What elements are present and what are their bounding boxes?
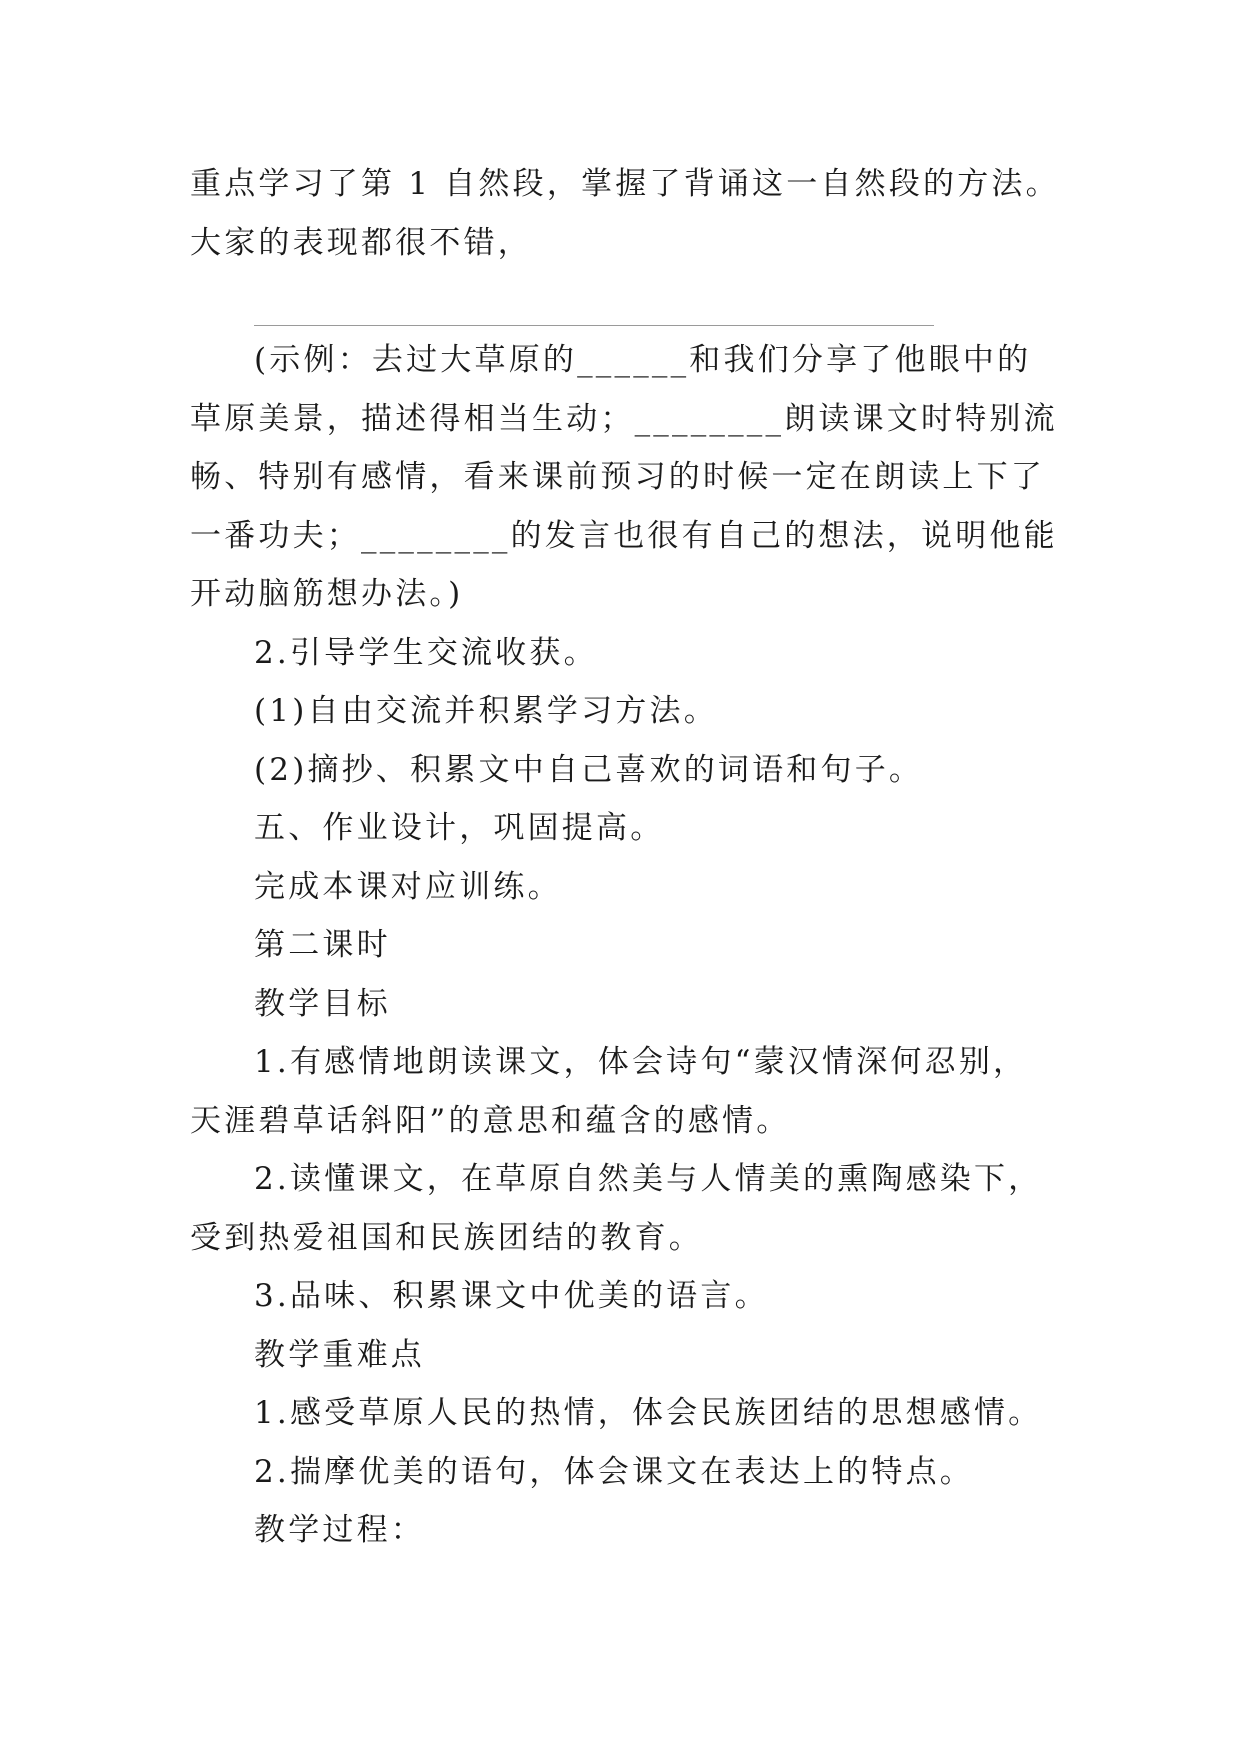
paragraph-step-2: 2.引导学生交流收获。 [254,634,598,671]
paragraph-intro: 重点学习了第 1 自然段，掌握了背诵这一自然段的方法。大家的表现都很不错， [190,166,1060,261]
key-point-2: 2.揣摩优美的语句，体会课文在表达上的特点。 [254,1453,974,1490]
goal-item-3: 3.品味、积累课文中优美的语言。 [254,1278,769,1314]
heading-second-lesson: 第二课时 [254,927,391,963]
paragraph-sub-2: (2)摘抄、积累文中自己喜欢的词语和句子。 [254,751,924,788]
heading-homework: 五、作业设计，巩固提高。 [254,810,665,846]
blank-fill-line [254,325,934,326]
heading-teaching-process: 教学过程： [254,1512,425,1548]
heading-key-points: 教学重难点 [254,1336,425,1373]
goal-item-1: 1.有感情地朗读课文，体会诗句“蒙汉情深何忍别，天涯碧草话斜阳”的意思和蕴含的感情。 [190,1044,1028,1139]
heading-teaching-goals: 教学目标 [254,985,391,1022]
document-body [190,155,1060,1560]
key-point-1: 1.感受草原人民的热情，体会民族团结的思想感情。 [254,1395,1043,1431]
paragraph-example: (示例：去过大草原的______和我们分享了他眼中的草原美景，描述得相当生动；________朗读课文时特别流畅、特别有感情，看来课前预习的时候一定在朗读上下了一番功夫；________的发言也很有自己的想法，说明他能开动脑筋想办法。) [190,342,1058,612]
paragraph-homework: 完成本课对应训练。 [254,868,562,905]
goal-item-2: 2.读懂课文，在草原自然美与人情美的熏陶感染下，受到热爱祖国和民族团结的教育。 [190,1161,1043,1256]
paragraph-sub-1: (1)自由交流并积累学习方法。 [254,693,718,729]
